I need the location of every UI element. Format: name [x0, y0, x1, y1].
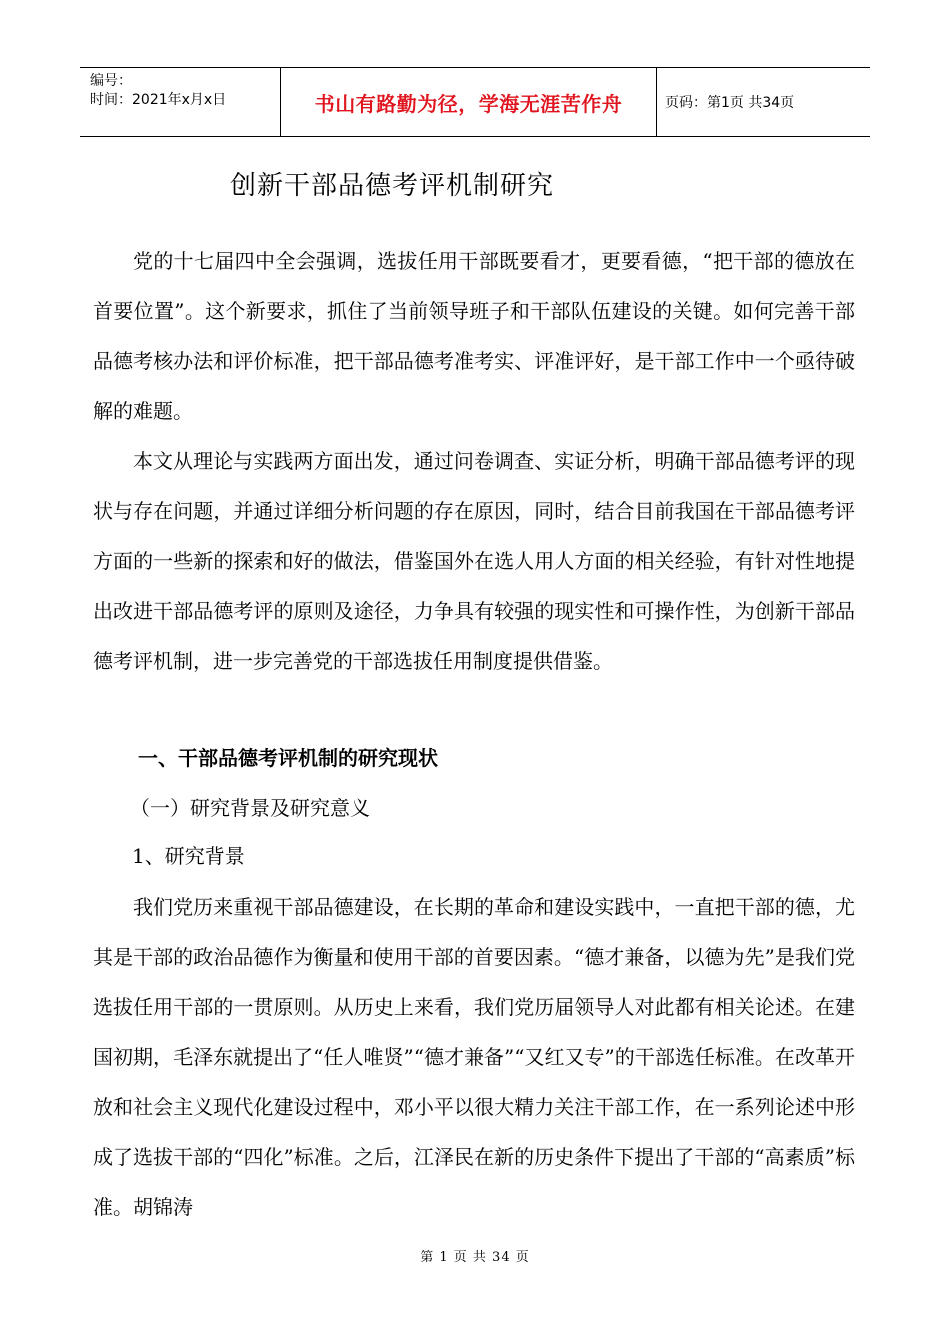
motto-text: 书山有路勤为径，学海无涯苦作舟: [314, 91, 623, 116]
paragraph-text: 本文从理论与实践两方面出发，通过问卷调查、实证分析，明确干部品德考评的现状与存在问题，并通过详细分析问题的存在原因，同时，结合目前我国在干部品德考评方面的一些新的探索和好的做法，借鉴国外在选人用人方面的相关经验，有针对性地提出改进干部品德考评的原则及途径，力争具有较强的现实性和可操作性，为创新干部品德考评机制，进一步完善党的干部选拔任用制度提供借鉴。: [93, 449, 855, 673]
header-page-cell: [657, 68, 870, 136]
document-header: [80, 67, 870, 137]
body-paragraph-2: [93, 436, 855, 686]
header-meta-cell: [80, 68, 281, 136]
paragraph-text: 党的十七届四中全会强调，选拔任用干部既要看才，更要看德，“把干部的德放在首要位置”。这个新要求，抓住了当前领导班子和干部队伍建设的关键。如何完善干部品德考核办法和评价标准，把干部品德考准考实、评准评好，是干部工作中一个亟待破解的难题。: [93, 249, 855, 423]
body-paragraph-1: [93, 236, 855, 436]
subsubsection-heading: 1、研究背景: [132, 844, 245, 868]
paragraph-text: 我们党历来重视干部品德建设，在长期的革命和建设实践中，一直把干部的德，尤其是干部的政治品德作为衡量和使用干部的首要因素。“德才兼备，以德为先”是我们党选拔任用干部的一贯原则。从历史上来看，我们党历届领导人对此都有相关论述。在建国初期，毛泽东就提出了“任人唯贤”“德才兼备”“又红又专”的干部选任标准。在改革开放和社会主义现代化建设过程中，邓小平以很大精力关注干部工作，在一系列论述中形成了选拔干部的“四化”标准。之后，江泽民在新的历史条件下提出了干部的“高素质”标准。胡锦涛: [93, 895, 855, 1219]
serial-label: 编号：: [90, 73, 132, 89]
body-paragraph-3: [93, 882, 855, 1232]
subsection-heading: （一）研究背景及研究意义: [130, 796, 370, 820]
page-footer: 第 1 页 共 34 页: [420, 1250, 530, 1265]
time-label: 时间：2021年x月x日: [90, 92, 227, 108]
section-heading: 一、干部品德考评机制的研究现状: [138, 746, 438, 770]
document-title: 创新干部品德考评机制研究: [230, 171, 555, 201]
header-motto-cell: [281, 68, 657, 136]
page-info: 页码：第1页 共34页: [665, 95, 795, 111]
